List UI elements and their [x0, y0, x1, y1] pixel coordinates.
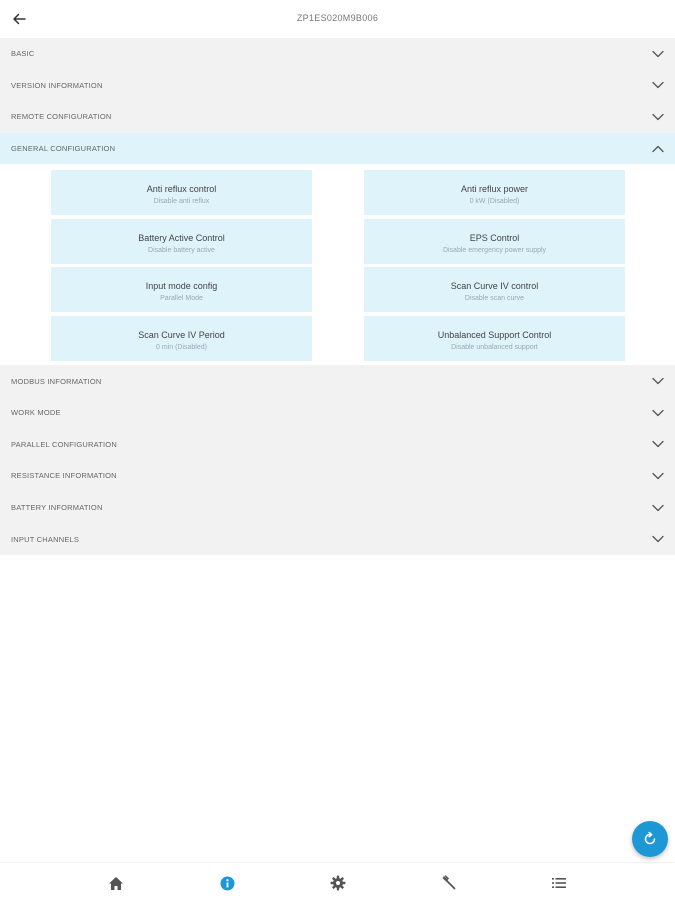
section-battery-information[interactable] [0, 492, 675, 524]
card-anti-reflux-power[interactable] [364, 170, 625, 215]
chevron-down-icon [651, 374, 665, 388]
card-title: EPS Control [469, 233, 520, 244]
card-anti-reflux-control[interactable] [51, 170, 312, 215]
card-subtitle: Disable battery active [148, 247, 215, 255]
card-title: Anti reflux power [460, 184, 529, 195]
page-title: ZP1ES020M9B006 [296, 13, 379, 23]
section-remote-configuration[interactable] [0, 101, 675, 133]
refresh-icon [642, 831, 658, 847]
list-icon [551, 876, 567, 890]
card-eps-control[interactable] [364, 219, 625, 264]
section-label: MODBUS INFORMATION [11, 376, 102, 386]
section-label: PARALLEL CONFIGURATION [11, 439, 117, 449]
card-input-mode-config[interactable] [51, 267, 312, 312]
general-configuration-panel [0, 164, 675, 365]
section-label: REMOTE CONFIGURATION [11, 112, 112, 122]
card-subtitle: 0 kW (Disabled) [469, 198, 520, 206]
card-battery-active-control[interactable] [51, 219, 312, 264]
section-general-configuration[interactable] [0, 133, 675, 165]
tools-icon [441, 875, 457, 891]
card-title: Scan Curve IV control [450, 281, 539, 292]
chevron-down-icon [651, 78, 665, 92]
section-work-mode[interactable] [0, 397, 675, 429]
info-icon [220, 876, 235, 891]
chevron-up-icon [651, 142, 665, 156]
nav-tools[interactable] [439, 873, 459, 893]
nav-list[interactable] [549, 873, 569, 893]
section-input-channels[interactable] [0, 523, 675, 555]
card-subtitle: Parallel Mode [160, 295, 203, 303]
chevron-down-icon [651, 469, 665, 483]
section-version-information[interactable] [0, 70, 675, 102]
chevron-down-icon [651, 406, 665, 420]
refresh-button[interactable] [632, 821, 668, 857]
chevron-down-icon [651, 110, 665, 124]
section-parallel-configuration[interactable] [0, 429, 675, 461]
nav-info[interactable] [217, 873, 237, 893]
card-subtitle: Disable anti reflux [153, 198, 210, 206]
chevron-down-icon [651, 47, 665, 61]
section-label: BASIC [11, 49, 35, 59]
nav-home[interactable] [106, 873, 126, 893]
card-subtitle: Disable emergency power supply [442, 247, 547, 255]
card-title: Unbalanced Support Control [437, 330, 552, 341]
section-list [0, 38, 675, 555]
card-unbalanced-support-control[interactable] [364, 316, 625, 361]
section-label: RESISTANCE INFORMATION [11, 471, 117, 481]
card-subtitle: Disable unbalanced support [451, 344, 538, 352]
card-title: Battery Active Control [138, 233, 225, 244]
section-basic[interactable] [0, 38, 675, 70]
bottom-nav [0, 862, 675, 900]
card-scan-curve-iv-control[interactable] [364, 267, 625, 312]
section-label: INPUT CHANNELS [11, 534, 80, 544]
section-label: GENERAL CONFIGURATION [11, 144, 116, 154]
card-title: Input mode config [145, 281, 218, 292]
card-scan-curve-iv-period[interactable] [51, 316, 312, 361]
section-modbus-information[interactable] [0, 365, 675, 397]
section-label: VERSION INFORMATION [11, 80, 103, 90]
card-title: Anti reflux control [146, 184, 217, 195]
card-subtitle: 0 min (Disabled) [156, 344, 207, 352]
nav-settings[interactable] [328, 873, 348, 893]
chevron-down-icon [651, 532, 665, 546]
section-label: WORK MODE [11, 408, 61, 418]
home-icon [108, 876, 124, 891]
gear-icon [330, 875, 346, 891]
section-label: BATTERY INFORMATION [11, 503, 103, 513]
app-header [0, 0, 675, 38]
card-title: Scan Curve IV Period [138, 330, 225, 341]
card-subtitle: Disable scan curve [464, 295, 525, 303]
chevron-down-icon [651, 501, 665, 515]
section-resistance-information[interactable] [0, 460, 675, 492]
chevron-down-icon [651, 437, 665, 451]
